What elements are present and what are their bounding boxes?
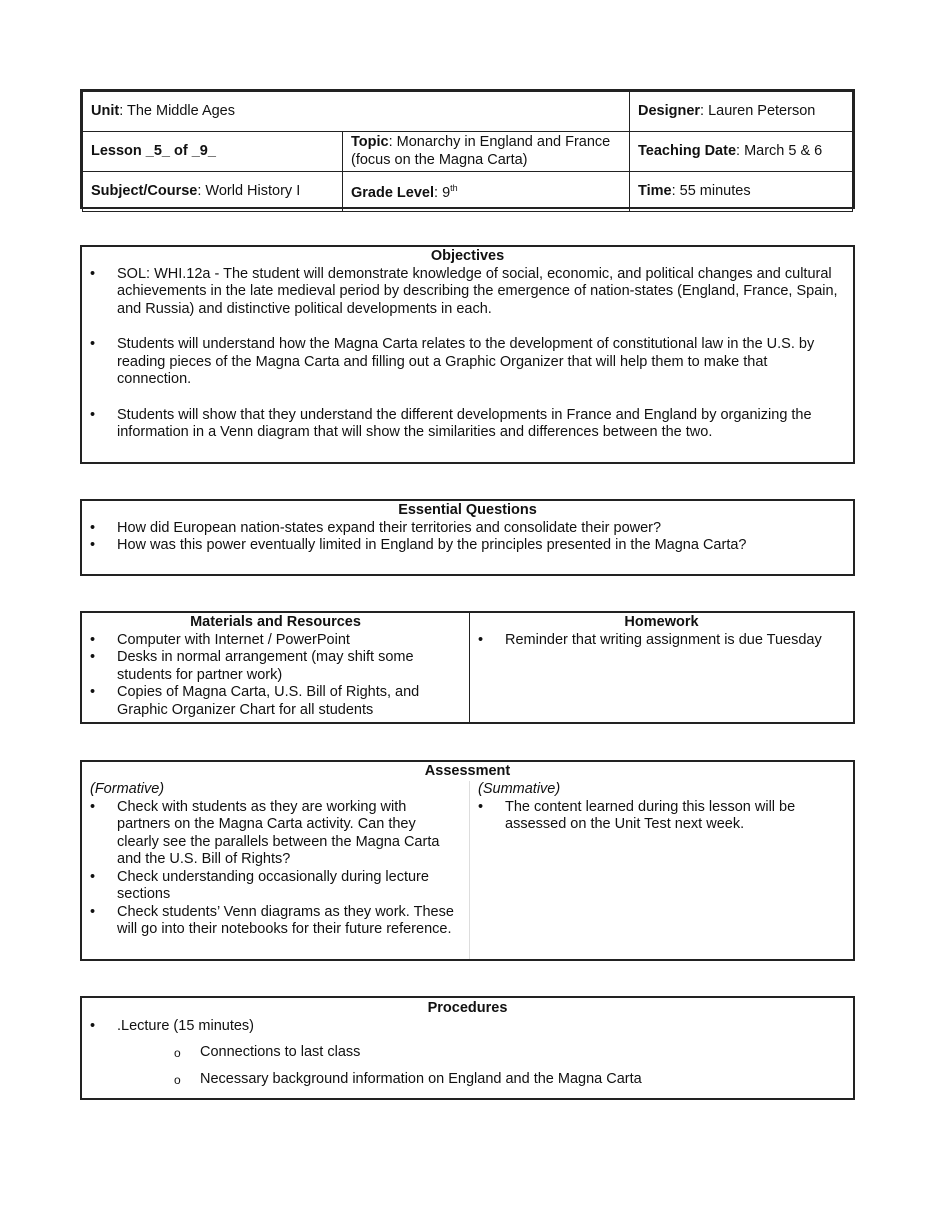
list-item: • The content learned during this lesson will be assessed on the Unit Test next week.: [470, 799, 845, 834]
list-item: • .Lecture (15 minutes): [82, 1018, 853, 1036]
assessment-section: [80, 760, 855, 961]
list-item: • Check understanding occasionally during lecture sections: [82, 869, 461, 904]
materials-list: [82, 632, 469, 720]
list-item: • How did European nation-states expand their territories and consolidate their power?: [82, 520, 853, 538]
formative-column: [82, 781, 469, 939]
homework-column: [470, 613, 853, 722]
essential-questions-list: [82, 520, 853, 555]
designer-cell: Designer: Lauren Peterson: [629, 92, 852, 132]
procedures-list: [82, 1018, 853, 1036]
list-item: • Computer with Internet / PowerPoint: [82, 632, 461, 650]
topic-cell: Topic: Monarchy in England and France (focus on the Magna Carta): [343, 132, 630, 172]
list-item: • Check with students as they are working with partners on the Magna Carta activity. Can they clearly see the parallels between the Magna Carta and the U.S. Bill of Rights?: [82, 799, 461, 869]
list-item: • Desks in normal arrangement (may shift some students for partner work): [82, 649, 461, 684]
list-item: • Reminder that writing assignment is due Tuesday: [470, 632, 853, 650]
essential-questions-section: [80, 499, 855, 576]
summative-list: [470, 799, 853, 834]
list-item: o Necessary background information on England and the Magna Carta: [82, 1071, 853, 1089]
objectives-list: [82, 266, 853, 442]
list-item: • Students will understand how the Magna Carta relates to the development of constitutional law in the U.S. by reading pieces of the Magna Carta and filling out a Graphic Organizer that will help them to make that connection.: [82, 336, 839, 389]
lesson-cell: Lesson _5_ of _9_: [83, 132, 343, 172]
teaching-date-cell: Teaching Date: March 5 & 6: [629, 132, 852, 172]
assessment-title: Assessment: [424, 763, 511, 779]
materials-column: [82, 613, 469, 722]
list-item: • Students will show that they understand the different developments in France and England by organizing the information in a Venn diagram that will show the similarities and differences between the two.: [82, 407, 839, 442]
lesson-header-table: [80, 89, 855, 209]
time-cell: Time: 55 minutes: [629, 172, 852, 212]
formative-list: [82, 799, 469, 939]
list-item: • How was this power eventually limited in England by the principles presented in the Magna Carta?: [82, 537, 853, 555]
homework-list: [470, 632, 853, 650]
list-item: o Connections to last class: [82, 1044, 853, 1062]
list-item: • Check students’ Venn diagrams as they work. These will go into their notebooks for their future reference.: [82, 904, 461, 939]
procedures-sublist: [82, 1044, 853, 1088]
objectives-title: Objectives: [430, 248, 505, 264]
procedures-section: [80, 996, 855, 1100]
materials-title: Materials and Resources: [190, 614, 361, 630]
materials-homework-section: [80, 611, 855, 724]
essential-questions-title: Essential Questions: [398, 502, 537, 518]
formative-label: (Formative): [90, 781, 165, 797]
homework-title: Homework: [624, 614, 699, 630]
grade-level-cell: Grade Level: 9th: [343, 172, 630, 212]
objectives-section: [80, 245, 855, 464]
unit-cell: Unit: The Middle Ages: [83, 92, 630, 132]
list-item: • SOL: WHI.12a - The student will demonstrate knowledge of social, economic, and political changes and cultural achievements in the late medieval period by describing the emergence of nation-states (England, France, Spain, and Russia) and distinctive political developments in each.: [82, 266, 839, 319]
summative-label: (Summative): [478, 781, 561, 797]
summative-column: [470, 781, 853, 834]
subject-cell: Subject/Course: World History I: [83, 172, 343, 212]
procedures-title: Procedures: [427, 1000, 508, 1016]
list-item: • Copies of Magna Carta, U.S. Bill of Rights, and Graphic Organizer Chart for all students: [82, 684, 461, 719]
